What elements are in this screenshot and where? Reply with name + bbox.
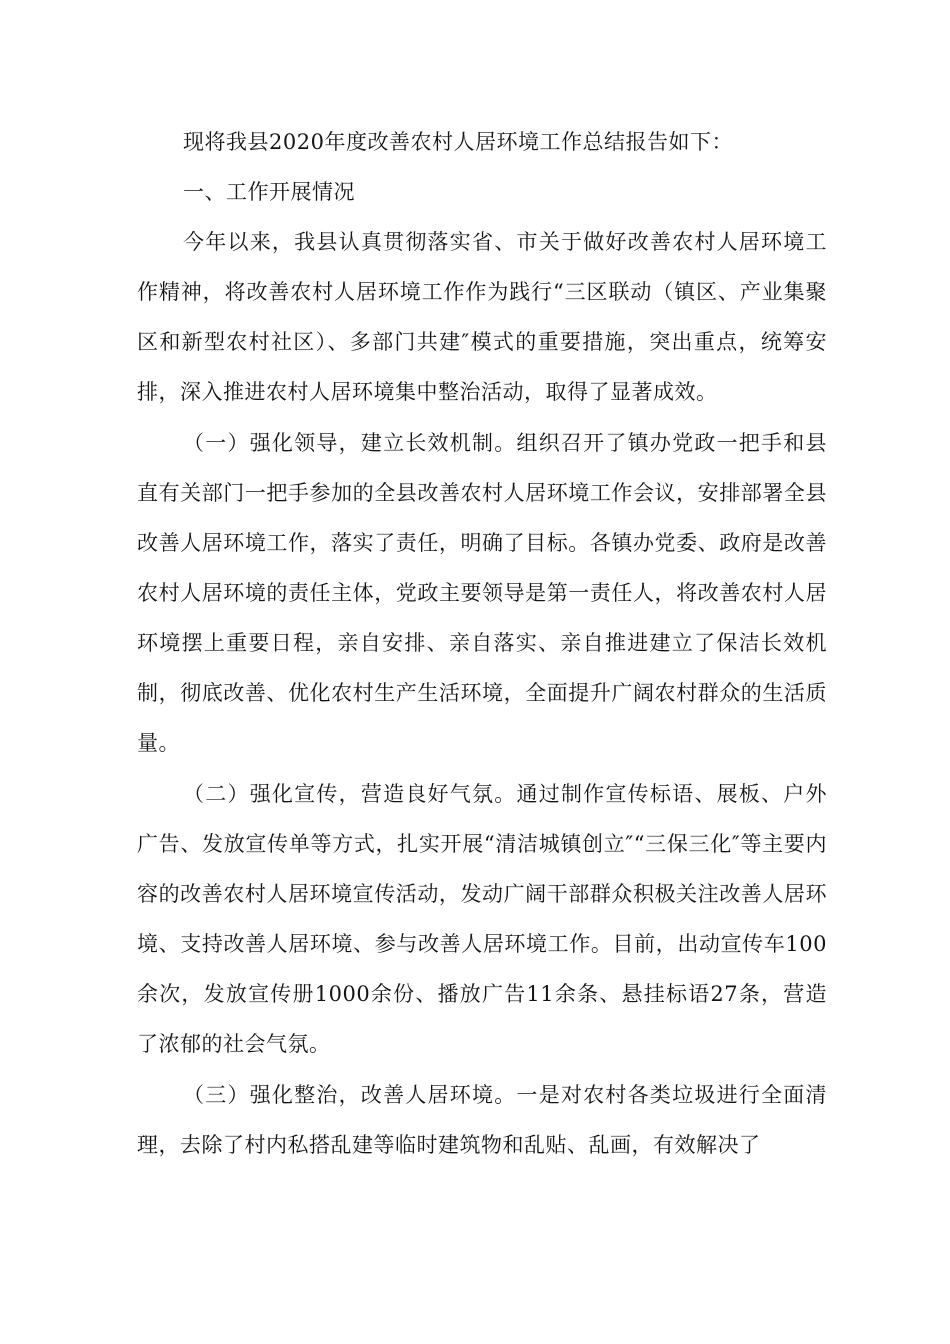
paragraph: 今年以来，我县认真贯彻落实省、市关于做好改善农村人居环境工作精神，将改善农村人居环境工作作为践行“三区联动（镇区、产业集聚区和新型农村社区）、多部门共建″模式的重要措施，突出重点，统筹安排，深入推进农村人居环境集中整治活动，取得了显著成效。 [137,230,827,404]
section-heading: 一、工作开展情况 [183,180,355,204]
document-body [137,117,827,1171]
intro-line: 现将我县2020年度改善农村人居环境工作总结报告如下： [183,130,733,154]
paragraph: （一）强化领导，建立长效机制。组织召开了镇办党政一把手和县直有关部门一把手参加的全县改善农村人居环境工作会议，安排部署全县改善人居环境工作，落实了责任，明确了目标。各镇办党委、政府是改善农村人居环境的责任主体，党政主要领导是第一责任人，将改善农村人居环境摆上重要日程，亲自安排、亲自落实、亲自推进建立了保洁长效机制，彻底改善、优化农村生产生活环境，全面提升广阔农村群众的生活质量。 [137,431,827,755]
paragraph: （三）强化整治，改善人居环境。一是对农村各类垃圾进行全面清理，去除了村内私搭乱建等临时建筑物和乱贴、乱画，有效解决了 [137,1083,827,1157]
paragraph: （二）强化宣传，营造良好气氛。通过制作宣传标语、展板、户外广告、发放宣传单等方式，扎实开展“清洁城镇创立″“三保三化″等主要内容的改善农村人居环境宣传活动，发动广阔干部群众积极关注改善人居环境、支持改善人居环境、参与改善人居环境工作。目前，出动宣传车100余次，发放宣传册1000余份、播放广告11余条、悬挂标语27条，营造了浓郁的社会气氛。 [137,782,827,1056]
